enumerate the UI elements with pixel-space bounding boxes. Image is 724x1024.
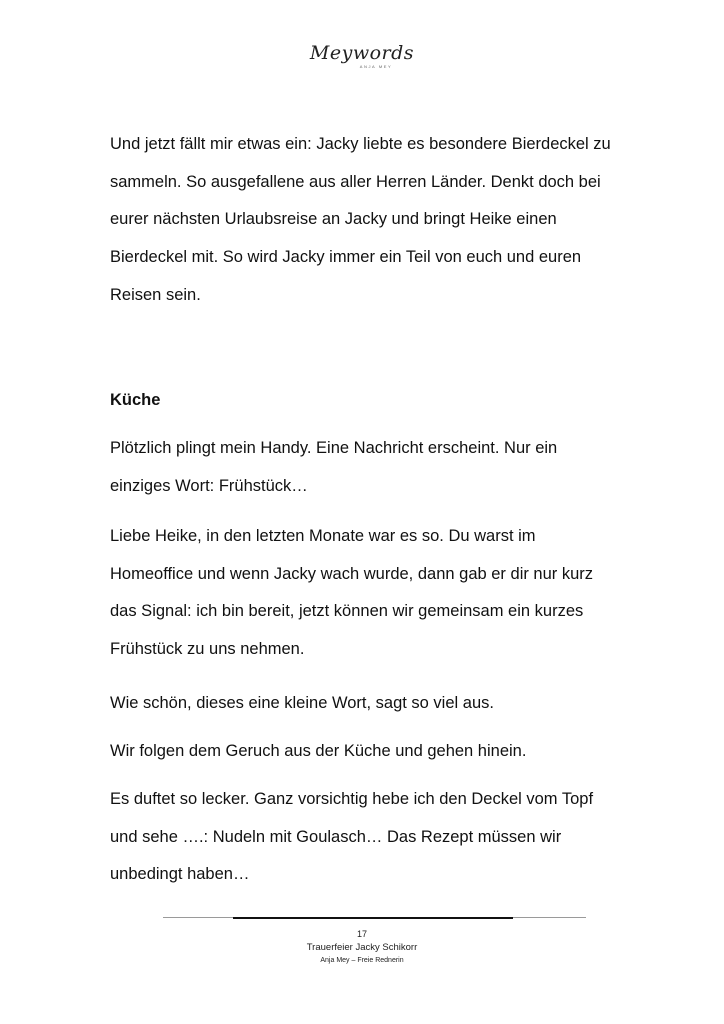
text-line: Frühstück zu uns nehmen. [110, 640, 305, 659]
text-line: Plötzlich plingt mein Handy. Eine Nachricht erscheint. Nur ein [110, 439, 558, 457]
text-line: Bierdeckel mit. So wird Jacky immer ein Teil von euch und euren [110, 248, 582, 267]
page-footer [0, 927, 724, 967]
text-line: eurer nächsten Urlaubsreise an Jacky und bringt Heike einen [110, 210, 557, 229]
text-line: Wir folgen dem Geruch aus der Küche und gehen hinein. [110, 742, 527, 760]
divider-segment [163, 917, 233, 918]
logo-wordmark: Meywords [309, 42, 415, 64]
paragraph-geruch [110, 733, 670, 771]
section-heading-kueche: Küche [110, 391, 161, 409]
header-logo [0, 42, 724, 70]
text-line: Homeoffice und wenn Jacky wach wurde, dann gab er dir nur kurz [110, 564, 594, 583]
logo-subtitle: ANJA MEY [359, 64, 393, 69]
text-line: Liebe Heike, in den letzten Monate war es so. Du warst im [110, 527, 536, 545]
text-line: und sehe ….: Nudeln mit Goulasch… Das Rezept müssen wir [110, 827, 562, 846]
paragraph-homeoffice [110, 518, 670, 669]
text-line: Und jetzt fällt mir etwas ein: Jacky liebte es besondere Bierdeckel zu [110, 135, 611, 153]
text-line: Reisen sein. [110, 285, 201, 304]
divider-segment [513, 917, 586, 918]
footer-divider [163, 917, 586, 918]
text-line: einziges Wort: Frühstück… [110, 476, 308, 495]
text-line: unbedingt haben… [110, 865, 250, 884]
text-line: das Signal: ich bin bereit, jetzt können wir gemeinsam ein kurzes [110, 602, 584, 621]
paragraph-rezept [110, 781, 670, 894]
page-number: 17 [356, 929, 367, 939]
footer-title: Trauerfeier Jacky Schikorr [306, 942, 418, 953]
text-line: Wie schön, dieses eine kleine Wort, sagt so viel aus. [110, 694, 494, 712]
paragraph-handy [110, 430, 670, 505]
text-line: sammeln. So ausgefallene aus aller Herren Länder. Denkt doch bei [110, 172, 601, 191]
paragraph-bierdeckel [110, 126, 670, 315]
divider-segment [233, 917, 513, 919]
paragraph-kleines-wort [110, 685, 670, 723]
text-line: Es duftet so lecker. Ganz vorsichtig hebe ich den Deckel vom Topf [110, 790, 594, 808]
footer-author: Anja Mey – Freie Rednerin [320, 957, 404, 964]
